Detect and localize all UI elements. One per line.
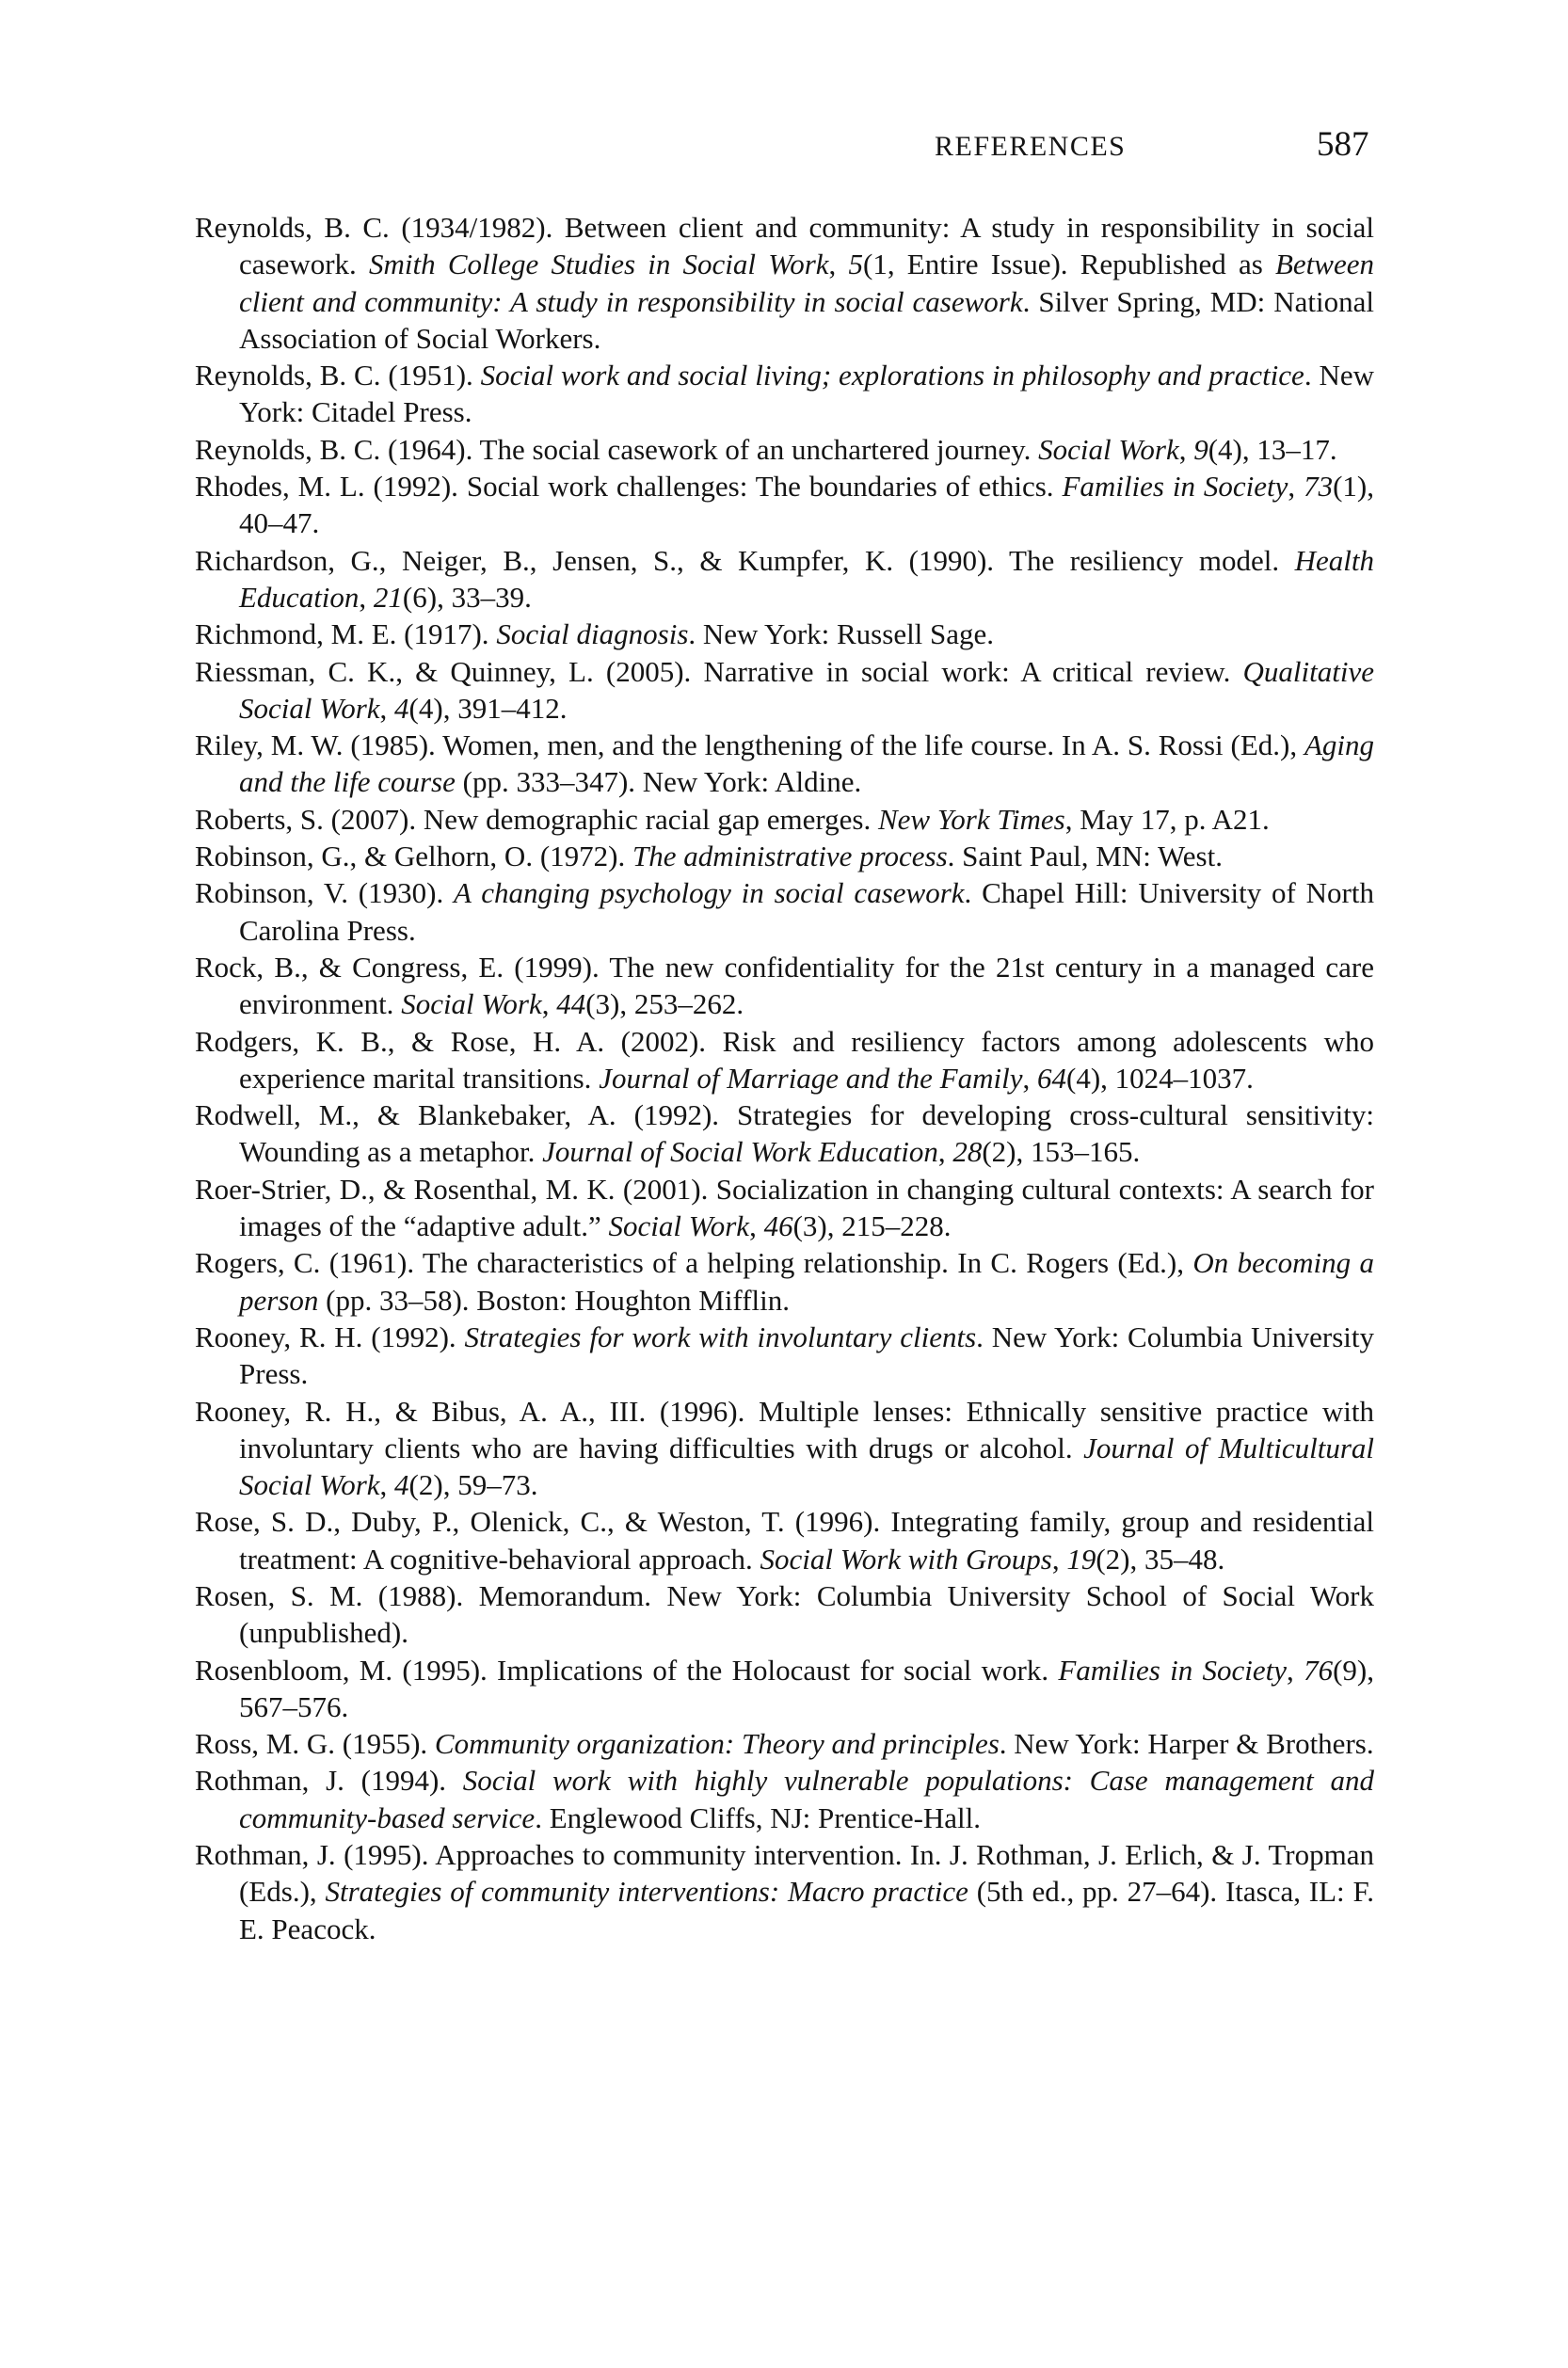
- reference-segment: 9: [1193, 432, 1208, 466]
- reference-segment: . Englewood Cliffs, NJ: Prentice-Hall.: [535, 1800, 982, 1834]
- reference-entry: [195, 727, 1374, 801]
- reference-entry: [195, 1652, 1374, 1726]
- reference-segment: Richardson, G., Neiger, B., Jensen, S., & Kumpfer, K. (1990). The resiliency model.: [195, 543, 1295, 577]
- reference-segment: 4: [394, 1468, 409, 1502]
- reference-segment: Qualitative Social Work: [239, 654, 1374, 725]
- reference-segment: Social Work with Groups: [760, 1542, 1052, 1576]
- reference-segment: ,: [379, 691, 395, 725]
- reference-segment: 64: [1037, 1061, 1066, 1095]
- reference-segment: ,: [541, 987, 557, 1021]
- reference-entry: [195, 801, 1374, 838]
- reference-segment: . Saint Paul, MN: West.: [947, 840, 1223, 873]
- reference-segment: Strategies for work with involuntary clients: [464, 1320, 977, 1353]
- reference-segment: Richmond, M. E. (1917).: [195, 617, 497, 651]
- reference-segment: (2), 59–73.: [408, 1468, 538, 1502]
- reference-segment: Aging and the life course: [239, 728, 1374, 799]
- reference-segment: Roer-Strier, D., & Rosenthal, M. K. (2001). Socialization in changing cultural contexts: A search for images of the “adaptive adult.”: [195, 1172, 1374, 1243]
- reference-entry: [195, 1393, 1374, 1504]
- reference-segment: . Chapel Hill: University of North Carolina Press.: [239, 876, 1374, 947]
- reference-segment: (4), 391–412.: [408, 691, 568, 725]
- reference-segment: Rock, B., & Congress, E. (1999). The new confidentiality for the 21st century in a managed care environment.: [195, 950, 1374, 1021]
- reference-entry: [195, 1725, 1374, 1762]
- reference-segment: (pp. 33–58). Boston: Houghton Mifflin.: [318, 1283, 790, 1317]
- reference-segment: . New York: Harper & Brothers.: [999, 1727, 1374, 1761]
- reference-segment: Strategies of community interventions: Macro practice: [325, 1875, 968, 1909]
- reference-segment: 5: [848, 248, 864, 281]
- reference-segment: 46: [763, 1209, 793, 1243]
- reference-segment: (2), 35–48.: [1096, 1542, 1225, 1576]
- reference-segment: . New York: Russell Sage.: [688, 617, 995, 651]
- reference-segment: ,: [1178, 432, 1194, 466]
- reference-segment: Rosen, S. M. (1988). Memorandum. New York: Columbia University School of Social Work (unpublished).: [195, 1578, 1374, 1650]
- reference-segment: Smith College Studies in Social Work: [369, 248, 829, 281]
- reference-entry: [195, 874, 1374, 949]
- reference-segment: Rothman, J. (1994).: [195, 1764, 463, 1798]
- running-head-title: REFERENCES: [935, 131, 1127, 162]
- reference-segment: 76: [1304, 1653, 1334, 1687]
- reference-segment: (3), 253–262.: [585, 987, 744, 1021]
- reference-segment: , May 17, p. A21.: [1064, 802, 1270, 836]
- reference-entry: [195, 949, 1374, 1023]
- reference-segment: Ross, M. G. (1955).: [195, 1727, 435, 1761]
- reference-segment: ,: [1288, 470, 1304, 504]
- reference-segment: Social Work: [1038, 432, 1179, 466]
- reference-segment: (9), 567–576.: [239, 1653, 1374, 1723]
- reference-entry: [195, 1762, 1374, 1836]
- reference-segment: ,: [828, 248, 849, 281]
- reference-entry: [195, 1244, 1374, 1319]
- reference-segment: Rhodes, M. L. (1992). Social work challenges: The boundaries of ethics.: [195, 470, 1063, 504]
- reference-segment: (5th ed., pp. 27–64). Itasca, IL: F. E. Peacock.: [239, 1875, 1374, 1945]
- reference-entry: [195, 209, 1374, 357]
- reference-segment: . New York: Columbia University Press.: [239, 1320, 1375, 1391]
- reference-segment: ,: [359, 580, 374, 614]
- reference-segment: (1, Entire Issue). Republished as: [863, 248, 1275, 281]
- reference-segment: . New York: Citadel Press.: [239, 359, 1374, 429]
- reference-segment: (6), 33–39.: [402, 580, 532, 614]
- reference-segment: ,: [1051, 1542, 1067, 1576]
- reference-entry: [195, 542, 1374, 616]
- reference-segment: 44: [556, 987, 586, 1021]
- reference-segment: Journal of Marriage and the Family: [599, 1061, 1023, 1095]
- reference-segment: Rodgers, K. B., & Rose, H. A. (2002). Risk and resiliency factors among adolescents who experience marital transitions.: [195, 1024, 1374, 1095]
- reference-entry: [195, 1319, 1374, 1393]
- reference-entry: [195, 616, 1374, 652]
- reference-entry: [195, 1503, 1374, 1577]
- reference-segment: Journal of Social Work Education: [542, 1135, 938, 1169]
- reference-segment: Journal of Multicultural Social Work: [239, 1431, 1375, 1502]
- reference-segment: (4), 13–17.: [1208, 432, 1337, 466]
- reference-segment: 73: [1304, 470, 1334, 504]
- reference-segment: New York Times: [878, 802, 1065, 836]
- reference-segment: Families in Society: [1058, 1653, 1288, 1687]
- reference-segment: Rooney, R. H. (1992).: [195, 1320, 465, 1353]
- reference-segment: Rogers, C. (1961). The characteristics of a helping relationship. In C. Rogers (Ed.),: [195, 1246, 1193, 1280]
- reference-segment: Social diagnosis: [496, 617, 689, 651]
- reference-entry: [195, 653, 1374, 728]
- reference-segment: Health Education: [239, 543, 1374, 614]
- reference-segment: The administrative process: [632, 840, 948, 873]
- reference-entry: [195, 468, 1374, 542]
- reference-segment: Social work with highly vulnerable populations: Case management and community-based service: [239, 1764, 1374, 1834]
- reference-segment: Reynolds, B. C. (1951).: [195, 359, 481, 392]
- reference-entry: [195, 1171, 1374, 1245]
- reference-segment: Reynolds, B. C. (1934/1982). Between client and community: A study in responsibility in social casework.: [195, 211, 1374, 281]
- reference-segment: ,: [379, 1468, 395, 1502]
- reference-segment: (3), 215–228.: [792, 1209, 952, 1243]
- reference-segment: (4), 1024–1037.: [1066, 1061, 1254, 1095]
- reference-segment: A changing psychology in social casework: [454, 876, 965, 910]
- reference-segment: Social Work: [608, 1209, 750, 1243]
- reference-segment: Rooney, R. H., & Bibus, A. A., III. (1996). Multiple lenses: Ethnically sensitive practice with involuntary clients who are having difficulties with drugs or alcohol.: [195, 1394, 1374, 1464]
- reference-entry: [195, 1096, 1374, 1171]
- reference-entry: [195, 1577, 1374, 1652]
- reference-segment: 4: [394, 691, 409, 725]
- reference-segment: (1), 40–47.: [239, 470, 1374, 540]
- reference-entry: [195, 1023, 1374, 1097]
- reference-segment: Rose, S. D., Duby, P., Olenick, C., & Weston, T. (1996). Integrating family, group and residential treatment: A cognitive-behavioral approach.: [195, 1505, 1374, 1576]
- reference-segment: Robinson, V. (1930).: [195, 876, 455, 910]
- reference-segment: Community organization: Theory and principles: [434, 1727, 1000, 1761]
- reference-segment: Riessman, C. K., & Quinney, L. (2005). Narrative in social work: A critical review.: [195, 654, 1243, 688]
- reference-segment: Rosenbloom, M. (1995). Implications of the Holocaust for social work.: [195, 1653, 1059, 1687]
- reference-segment: (2), 153–165.: [982, 1135, 1141, 1169]
- reference-segment: Between client and community: A study in responsibility in social casework: [239, 248, 1374, 318]
- reference-segment: ,: [937, 1135, 953, 1169]
- references-list: [195, 209, 1374, 1947]
- reference-segment: Riley, M. W. (1985). Women, men, and the lengthening of the life course. In A. S. Rossi (Ed.),: [195, 728, 1304, 762]
- reference-segment: . Silver Spring, MD: National Association of Social Workers.: [239, 284, 1374, 355]
- reference-segment: ,: [1022, 1061, 1037, 1095]
- page-number: 587: [1317, 125, 1369, 164]
- reference-entry: [195, 431, 1374, 468]
- reference-segment: Social work and social living; explorations in philosophy and practice: [480, 359, 1304, 392]
- reference-entry: [195, 1836, 1374, 1947]
- reference-segment: ,: [749, 1209, 764, 1243]
- reference-entry: [195, 838, 1374, 874]
- reference-segment: Rodwell, M., & Blankebaker, A. (1992). Strategies for developing cross-cultural sensitivity: Wounding as a metaphor.: [195, 1098, 1374, 1169]
- reference-segment: On becoming a person: [239, 1246, 1374, 1317]
- reference-segment: (pp. 333–347). New York: Aldine.: [455, 765, 862, 799]
- reference-segment: Rothman, J. (1995). Approaches to community intervention. In. J. Rothman, J. Erlich, & J. Tropman (Eds.),: [195, 1838, 1374, 1909]
- reference-segment: 28: [952, 1135, 983, 1169]
- reference-segment: Robinson, G., & Gelhorn, O. (1972).: [195, 840, 632, 873]
- reference-segment: 21: [373, 580, 403, 614]
- reference-segment: ,: [1287, 1653, 1304, 1687]
- reference-segment: Reynolds, B. C. (1964). The social casework of an unchartered journey.: [195, 432, 1039, 466]
- reference-segment: Roberts, S. (2007). New demographic racial gap emerges.: [195, 802, 878, 836]
- reference-entry: [195, 357, 1374, 431]
- reference-segment: 19: [1066, 1542, 1096, 1576]
- reference-segment: Social Work: [401, 987, 542, 1021]
- reference-segment: Families in Society: [1062, 470, 1288, 504]
